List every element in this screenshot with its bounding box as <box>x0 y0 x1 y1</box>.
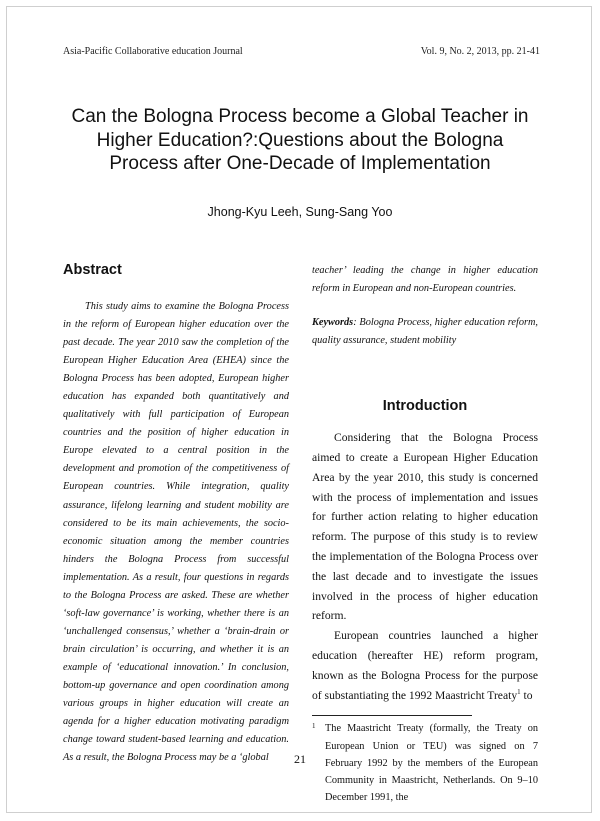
intro-paragraph <box>312 626 538 705</box>
title-line: Process after One-Decade of Implementation <box>109 153 491 174</box>
abstract-text: This study aims to examine the Bologna Process in the reform of European higher education over the past decade. The year 2010 saw the completion of the European Higher Education Area (EHEA) since the Bologna Process has been adopted, European higher education has expanded both quantitatively and qualitatively with full participation of European countries and the position of higher education in Europe elevated to a central position in the development and promotion of the competitiveness of European countries. While integration, quality assurance, lifelong learning and student mobility are considered to be its main achievements, the socio-economic situation among the member countries hinders the Bologna Process from successful implementation. As a result, four questions in regards to the Bologna Process are asked. These are whether ‘soft-law governance’ is working, whether there is an ‘unchallenged consensus,’ whether a ‘brain-drain or brain circulation’ is occurring, and whether it is an example of ‘educational innovation.’ In conclusion, bottom-up governance and open coordination among various groups in higher education will create an agenda for a higher education motivating paradigm change toward student-based learning and education. As a result, the Bologna Process may be a ‘global <box>63 301 289 764</box>
introduction-heading: Introduction <box>382 398 468 415</box>
journal-name: Asia-Pacific Collaborative education Journal <box>63 46 243 57</box>
paper-title <box>60 105 540 176</box>
footnote-reference[interactable]: 1 <box>517 687 521 696</box>
intro-paragraph: Considering that the Bologna Process aimed to create a European Higher Education Area by the year 2010, this study is concerned with the process of implementation and issues for further action relating to higher education reform. The purpose of this study is to review the implementation of the Bologna Process over the last decade and to investigate the issues involved in the process of higher education reform. <box>312 431 538 623</box>
intro-paragraph-text: European countries launched a higher education (hereafter HE) reform program, known as the Bologna Process for the purpose of substantiating the 1992 Maastricht Treaty <box>312 629 538 702</box>
footnote-divider <box>312 715 472 716</box>
footnote-number: 1 <box>312 722 316 731</box>
title-line: Can the Bologna Process become a Global Teacher in <box>71 106 529 127</box>
keywords-label: Keywords <box>312 317 354 329</box>
right-column <box>312 262 538 806</box>
left-column <box>63 262 289 767</box>
footnote-text: The Maastricht Treaty (formally, the Treaty on European Union or TEU) was signed on 7 February 1992 by the members of the European Community in Maastricht, Netherlands. On 9–10 December 1991, the <box>325 723 538 804</box>
abstract-text-continued: teacher’ leading the change in higher education reform in European and non-European countries. <box>312 265 538 295</box>
title-line: Higher Education?:Questions about the Bologna <box>96 129 504 151</box>
authors: Jhong-Kyu Leeh, Sung-Sang Yoo <box>207 205 393 219</box>
volume-info: Vol. 9, No. 2, 2013, pp. 21-41 <box>420 46 540 57</box>
abstract-heading: Abstract <box>63 262 122 278</box>
page-number: 21 <box>294 752 306 766</box>
keywords <box>312 314 538 350</box>
keywords-list: : Bologna Process, higher education reform, quality assurance, student mobility <box>312 317 538 347</box>
intro-paragraph-tail: to <box>520 688 533 702</box>
